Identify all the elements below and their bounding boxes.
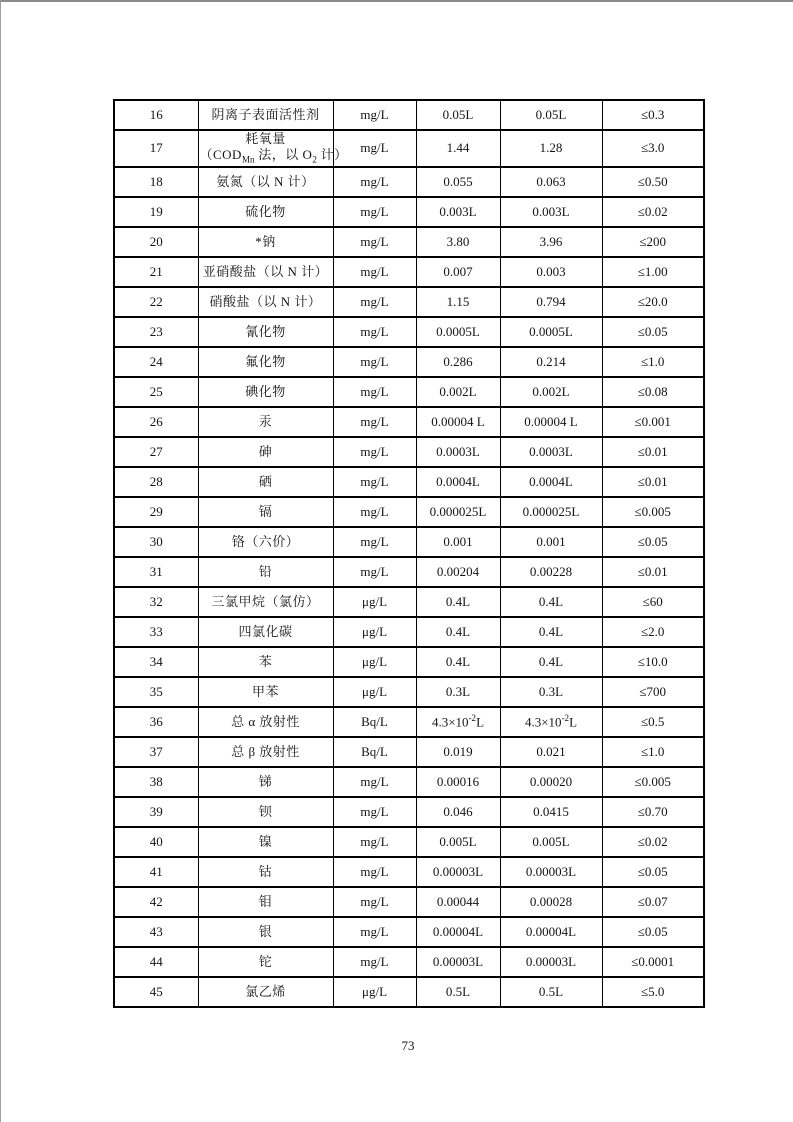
cell-value2: 0.794 bbox=[500, 287, 602, 317]
cell-name: 碘化物 bbox=[198, 377, 333, 407]
table-row bbox=[114, 947, 704, 977]
cell-unit: mg/L bbox=[333, 497, 416, 527]
table-row bbox=[114, 287, 704, 317]
cell-unit: μg/L bbox=[333, 587, 416, 617]
cell-unit: mg/L bbox=[333, 167, 416, 197]
cell-name: 锑 bbox=[198, 767, 333, 797]
cell-value1: 0.00003L bbox=[416, 947, 500, 977]
cell-name: 钴 bbox=[198, 857, 333, 887]
cell-value1: 0.019 bbox=[416, 737, 500, 767]
cell-value2: 0.0003L bbox=[500, 437, 602, 467]
cell-value2: 0.00028 bbox=[500, 887, 602, 917]
cell-limit: ≤20.0 bbox=[602, 287, 704, 317]
table-row bbox=[114, 557, 704, 587]
cell-unit: mg/L bbox=[333, 797, 416, 827]
table-row bbox=[114, 587, 704, 617]
cell-name: 氯乙烯 bbox=[198, 977, 333, 1007]
cell-value2: 0.00003L bbox=[500, 947, 602, 977]
cell-unit: mg/L bbox=[333, 257, 416, 287]
cell-unit: mg/L bbox=[333, 527, 416, 557]
cell-no: 17 bbox=[114, 130, 198, 167]
cell-limit: ≤0.50 bbox=[602, 167, 704, 197]
cell-unit: mg/L bbox=[333, 467, 416, 497]
cell-no: 27 bbox=[114, 437, 198, 467]
table-row bbox=[114, 377, 704, 407]
cell-no: 37 bbox=[114, 737, 198, 767]
cell-value1: 0.00004L bbox=[416, 917, 500, 947]
table-row bbox=[114, 797, 704, 827]
cell-value2: 3.96 bbox=[500, 227, 602, 257]
cell-value2: 0.003 bbox=[500, 257, 602, 287]
cell-value1: 0.00004 L bbox=[416, 407, 500, 437]
cell-value2: 0.00228 bbox=[500, 557, 602, 587]
cell-value1: 0.005L bbox=[416, 827, 500, 857]
cell-limit: ≤0.05 bbox=[602, 317, 704, 347]
cell-name: 苯 bbox=[198, 647, 333, 677]
cell-limit: ≤0.05 bbox=[602, 857, 704, 887]
cell-value1: 0.002L bbox=[416, 377, 500, 407]
cell-name: 氨氮（以 N 计） bbox=[198, 167, 333, 197]
cell-name: 阴离子表面活性剂 bbox=[198, 100, 333, 130]
cell-value1: 0.000025L bbox=[416, 497, 500, 527]
cell-limit: ≤0.3 bbox=[602, 100, 704, 130]
cell-unit: mg/L bbox=[333, 437, 416, 467]
cell-no: 39 bbox=[114, 797, 198, 827]
cell-no: 34 bbox=[114, 647, 198, 677]
table-row bbox=[114, 527, 704, 557]
cell-value2: 0.0415 bbox=[500, 797, 602, 827]
cell-name: 耗氧量 （$COD_{Mn}$ 法，以 $O_2$ 计） bbox=[198, 130, 333, 167]
cell-value2: 0.063 bbox=[500, 167, 602, 197]
cell-value1: 0.5L bbox=[416, 977, 500, 1007]
cell-value1: 0.046 bbox=[416, 797, 500, 827]
table-row bbox=[114, 347, 704, 377]
cell-unit: mg/L bbox=[333, 317, 416, 347]
cell-unit: mg/L bbox=[333, 287, 416, 317]
table-row bbox=[114, 130, 704, 167]
table-row bbox=[114, 497, 704, 527]
cell-no: 33 bbox=[114, 617, 198, 647]
cell-value1: 0.4L bbox=[416, 617, 500, 647]
cell-name: 氟化物 bbox=[198, 347, 333, 377]
cell-limit: ≤1.0 bbox=[602, 347, 704, 377]
page-number: 73 bbox=[401, 1038, 415, 1053]
cell-unit: Bq/L bbox=[333, 707, 416, 737]
cell-value1: 0.4L bbox=[416, 647, 500, 677]
cell-unit: mg/L bbox=[333, 917, 416, 947]
cell-value2: 0.002L bbox=[500, 377, 602, 407]
cell-unit: mg/L bbox=[333, 857, 416, 887]
cell-value1: 0.00204 bbox=[416, 557, 500, 587]
cell-name: *钠 bbox=[198, 227, 333, 257]
cell-name: 汞 bbox=[198, 407, 333, 437]
cell-unit: mg/L bbox=[333, 100, 416, 130]
cell-value2: 0.000025L bbox=[500, 497, 602, 527]
cell-no: 38 bbox=[114, 767, 198, 797]
cell-name: 铊 bbox=[198, 947, 333, 977]
cell-name: 硒 bbox=[198, 467, 333, 497]
cell-unit: mg/L bbox=[333, 887, 416, 917]
cell-name: 总 α 放射性 bbox=[198, 707, 333, 737]
cell-name: 砷 bbox=[198, 437, 333, 467]
cell-limit: ≤3.0 bbox=[602, 130, 704, 167]
table-body bbox=[114, 100, 704, 1007]
cell-unit: mg/L bbox=[333, 557, 416, 587]
cell-no: 32 bbox=[114, 587, 198, 617]
table-row bbox=[114, 707, 704, 737]
cell-value1: 3.80 bbox=[416, 227, 500, 257]
cell-value1: 0.0003L bbox=[416, 437, 500, 467]
cell-no: 45 bbox=[114, 977, 198, 1007]
cell-value1: 0.055 bbox=[416, 167, 500, 197]
cell-value1: 0.00044 bbox=[416, 887, 500, 917]
cell-no: 25 bbox=[114, 377, 198, 407]
cell-limit: ≤0.001 bbox=[602, 407, 704, 437]
cell-no: 31 bbox=[114, 557, 198, 587]
cell-no: 19 bbox=[114, 197, 198, 227]
cell-limit: ≤0.005 bbox=[602, 767, 704, 797]
cell-no: 24 bbox=[114, 347, 198, 377]
cell-no: 29 bbox=[114, 497, 198, 527]
cell-unit: mg/L bbox=[333, 827, 416, 857]
cell-limit: ≤0.5 bbox=[602, 707, 704, 737]
cell-unit: mg/L bbox=[333, 347, 416, 377]
table-row bbox=[114, 617, 704, 647]
cell-no: 41 bbox=[114, 857, 198, 887]
cell-no: 16 bbox=[114, 100, 198, 130]
cell-name: 四氯化碳 bbox=[198, 617, 333, 647]
cell-limit: ≤0.05 bbox=[602, 917, 704, 947]
cell-name: 钼 bbox=[198, 887, 333, 917]
water-quality-table bbox=[113, 99, 705, 1008]
cell-value1: 0.001 bbox=[416, 527, 500, 557]
cell-value2: 0.00004 L bbox=[500, 407, 602, 437]
cell-limit: ≤10.0 bbox=[602, 647, 704, 677]
cell-value1: 0.003L bbox=[416, 197, 500, 227]
cell-no: 30 bbox=[114, 527, 198, 557]
table-row bbox=[114, 407, 704, 437]
cell-value2: 0.0005L bbox=[500, 317, 602, 347]
cell-name: 三氯甲烷（氯仿） bbox=[198, 587, 333, 617]
table-row bbox=[114, 677, 704, 707]
cell-value2: 0.00004L bbox=[500, 917, 602, 947]
table-row bbox=[114, 227, 704, 257]
cell-value1: 0.00003L bbox=[416, 857, 500, 887]
cell-limit: ≤0.01 bbox=[602, 467, 704, 497]
cell-value1: 0.05L bbox=[416, 100, 500, 130]
cell-value2: 0.4L bbox=[500, 587, 602, 617]
cell-unit: mg/L bbox=[333, 377, 416, 407]
cell-value2: 0.00020 bbox=[500, 767, 602, 797]
cell-no: 22 bbox=[114, 287, 198, 317]
cell-limit: ≤200 bbox=[602, 227, 704, 257]
cell-limit: ≤0.07 bbox=[602, 887, 704, 917]
cell-no: 40 bbox=[114, 827, 198, 857]
cell-limit: ≤0.0001 bbox=[602, 947, 704, 977]
cell-unit: mg/L bbox=[333, 407, 416, 437]
table-row bbox=[114, 257, 704, 287]
cell-limit: ≤0.005 bbox=[602, 497, 704, 527]
cell-value1: $4.3\times 10^{-2}L$ bbox=[416, 707, 500, 737]
cell-value2: 0.00003L bbox=[500, 857, 602, 887]
cell-no: 44 bbox=[114, 947, 198, 977]
cell-value2: 0.3L bbox=[500, 677, 602, 707]
cell-limit: ≤0.02 bbox=[602, 827, 704, 857]
cell-value2: 0.001 bbox=[500, 527, 602, 557]
cell-value1: 0.286 bbox=[416, 347, 500, 377]
cell-unit: μg/L bbox=[333, 677, 416, 707]
cell-no: 21 bbox=[114, 257, 198, 287]
cell-name: 铅 bbox=[198, 557, 333, 587]
table-row bbox=[114, 737, 704, 767]
cell-value1: 0.007 bbox=[416, 257, 500, 287]
cell-unit: mg/L bbox=[333, 767, 416, 797]
cell-value1: 1.15 bbox=[416, 287, 500, 317]
cell-limit: ≤5.0 bbox=[602, 977, 704, 1007]
cell-name: 硝酸盐（以 N 计） bbox=[198, 287, 333, 317]
table-row bbox=[114, 917, 704, 947]
table-row bbox=[114, 437, 704, 467]
cell-unit: Bq/L bbox=[333, 737, 416, 767]
cell-value2: 0.05L bbox=[500, 100, 602, 130]
cell-name: 硫化物 bbox=[198, 197, 333, 227]
cell-unit: μg/L bbox=[333, 617, 416, 647]
cell-value1: 0.0005L bbox=[416, 317, 500, 347]
cell-no: 28 bbox=[114, 467, 198, 497]
cell-limit: ≤1.0 bbox=[602, 737, 704, 767]
cell-name: 钡 bbox=[198, 797, 333, 827]
table-row bbox=[114, 887, 704, 917]
cell-limit: ≤0.08 bbox=[602, 377, 704, 407]
cell-name: 亚硝酸盐（以 N 计） bbox=[198, 257, 333, 287]
cell-value2: 1.28 bbox=[500, 130, 602, 167]
cell-unit: mg/L bbox=[333, 947, 416, 977]
cell-value2: 0.4L bbox=[500, 647, 602, 677]
cell-value1: 0.0004L bbox=[416, 467, 500, 497]
cell-value2: 0.5L bbox=[500, 977, 602, 1007]
table-row bbox=[114, 827, 704, 857]
cell-limit: ≤700 bbox=[602, 677, 704, 707]
cell-value2: 0.214 bbox=[500, 347, 602, 377]
cell-limit: ≤0.05 bbox=[602, 527, 704, 557]
cell-name: 铬（六价） bbox=[198, 527, 333, 557]
cell-unit: mg/L bbox=[333, 130, 416, 167]
table-row bbox=[114, 977, 704, 1007]
cell-value2: 0.0004L bbox=[500, 467, 602, 497]
cell-limit: ≤0.70 bbox=[602, 797, 704, 827]
table-row bbox=[114, 467, 704, 497]
cell-name: 甲苯 bbox=[198, 677, 333, 707]
cell-value2: 0.4L bbox=[500, 617, 602, 647]
cell-name: 氰化物 bbox=[198, 317, 333, 347]
cell-name: 镉 bbox=[198, 497, 333, 527]
cell-value2: $4.3\times 10^{-2}L$ bbox=[500, 707, 602, 737]
cell-no: 20 bbox=[114, 227, 198, 257]
table-row bbox=[114, 317, 704, 347]
cell-name: 银 bbox=[198, 917, 333, 947]
cell-unit: μg/L bbox=[333, 647, 416, 677]
cell-value1: 0.3L bbox=[416, 677, 500, 707]
cell-no: 35 bbox=[114, 677, 198, 707]
cell-limit: ≤60 bbox=[602, 587, 704, 617]
cell-no: 26 bbox=[114, 407, 198, 437]
cell-no: 43 bbox=[114, 917, 198, 947]
cell-limit: ≤1.00 bbox=[602, 257, 704, 287]
cell-limit: ≤0.01 bbox=[602, 437, 704, 467]
table-row bbox=[114, 767, 704, 797]
cell-value1: 1.44 bbox=[416, 130, 500, 167]
cell-no: 42 bbox=[114, 887, 198, 917]
cell-name: 总 β 放射性 bbox=[198, 737, 333, 767]
cell-limit: ≤2.0 bbox=[602, 617, 704, 647]
table-row bbox=[114, 100, 704, 130]
cell-no: 36 bbox=[114, 707, 198, 737]
table-row bbox=[114, 647, 704, 677]
table-row bbox=[114, 167, 704, 197]
cell-value1: 0.00016 bbox=[416, 767, 500, 797]
cell-limit: ≤0.02 bbox=[602, 197, 704, 227]
table-row bbox=[114, 857, 704, 887]
cell-name: 镍 bbox=[198, 827, 333, 857]
cell-no: 23 bbox=[114, 317, 198, 347]
cell-unit: μg/L bbox=[333, 977, 416, 1007]
table-row bbox=[114, 197, 704, 227]
cell-value2: 0.021 bbox=[500, 737, 602, 767]
cell-value1: 0.4L bbox=[416, 587, 500, 617]
cell-unit: mg/L bbox=[333, 197, 416, 227]
cell-value2: 0.003L bbox=[500, 197, 602, 227]
cell-unit: mg/L bbox=[333, 227, 416, 257]
cell-value2: 0.005L bbox=[500, 827, 602, 857]
cell-no: 18 bbox=[114, 167, 198, 197]
cell-limit: ≤0.01 bbox=[602, 557, 704, 587]
